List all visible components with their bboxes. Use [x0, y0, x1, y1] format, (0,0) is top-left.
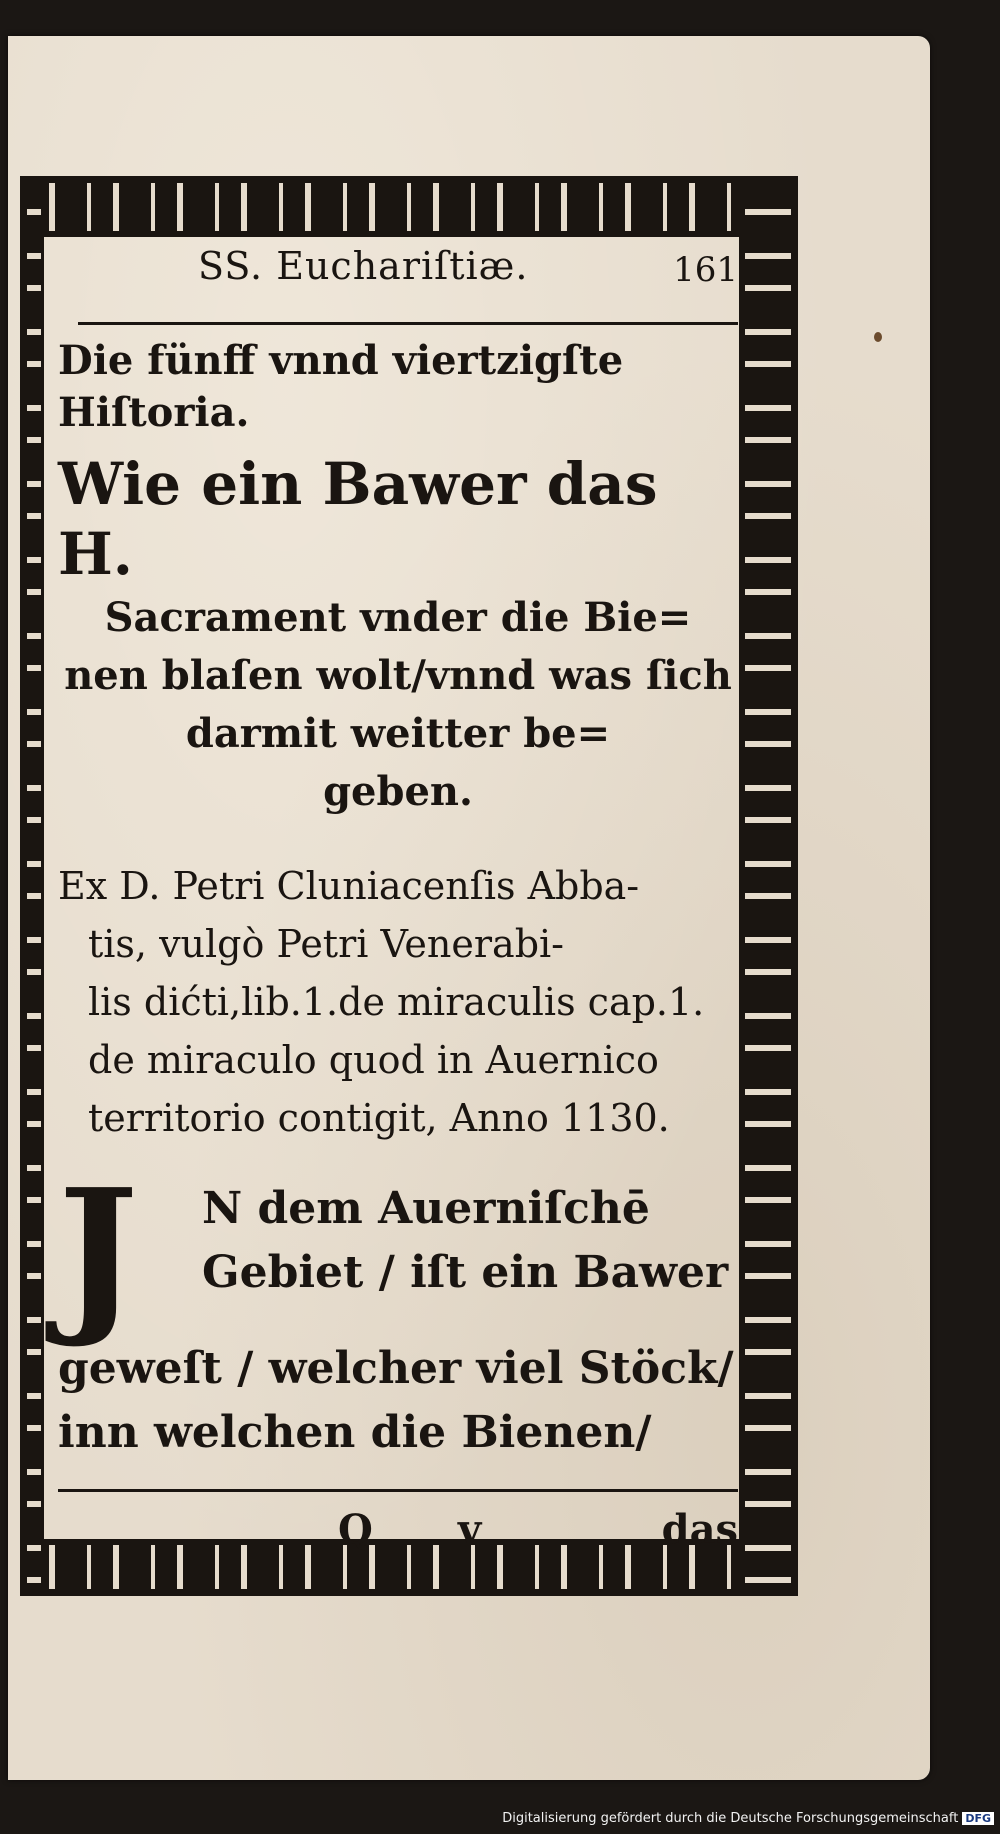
ink-stain — [874, 332, 882, 342]
catchword-line — [58, 1506, 738, 1566]
body-line: Gebiet / iſt ein Bawer — [202, 1247, 729, 1298]
latin-line: tis, vulgò Petri Venerabi- — [88, 922, 565, 966]
page-header — [58, 236, 738, 308]
running-head: SS. Euchariſtiæ. — [198, 244, 529, 288]
title-line: nen blaſen wolt/vnnd was ſich — [64, 652, 732, 699]
frame-right-border — [739, 183, 791, 1589]
latin-line: territorio contigit, Anno 1130. — [88, 1096, 670, 1140]
body-line: N dem Auerniſchē — [202, 1183, 650, 1234]
chapter-title: Wie ein Bawer das H. — [58, 450, 658, 588]
catchword: das — [661, 1506, 738, 1553]
page-number: 161 — [673, 250, 738, 290]
chapter-subtitle: Die fünff vnnd viertzigſte Hiſtoria. — [58, 337, 624, 436]
digitization-credit — [502, 1811, 994, 1826]
body-line: geweſt / welcher viel Stöck/ — [58, 1343, 734, 1394]
book-page — [8, 36, 930, 1780]
title-line: geben. — [323, 768, 473, 815]
latin-source-note — [58, 857, 738, 1147]
footer-rule — [58, 1489, 738, 1492]
frame-top-border — [27, 183, 791, 237]
chapter-title-continued — [58, 589, 738, 821]
dfg-logo: DFG — [962, 1812, 994, 1825]
body-line: inn welchen die Bienen/ — [58, 1407, 652, 1458]
story-body — [58, 1152, 738, 1465]
latin-line: lis dićti,lib.1.de miraculis cap.1. — [88, 980, 705, 1024]
title-line: Sacrament vnder die Bie= — [104, 594, 692, 641]
signature-number: v — [458, 1506, 482, 1553]
page-text-block — [58, 236, 738, 1566]
drop-cap-initial: J — [58, 1152, 139, 1352]
credit-text: Digitalisierung gefördert durch die Deutsche Forschungsgemeinschaft — [502, 1811, 959, 1826]
title-line: darmit weitter be= — [185, 710, 611, 757]
frame-left-border — [27, 183, 44, 1589]
header-rule — [78, 322, 738, 325]
latin-line: de miraculo quod in Auernico — [88, 1038, 659, 1082]
latin-line: Ex D. Petri Cluniacenſis Abba- — [58, 864, 640, 908]
signature-mark: Q — [338, 1506, 373, 1553]
